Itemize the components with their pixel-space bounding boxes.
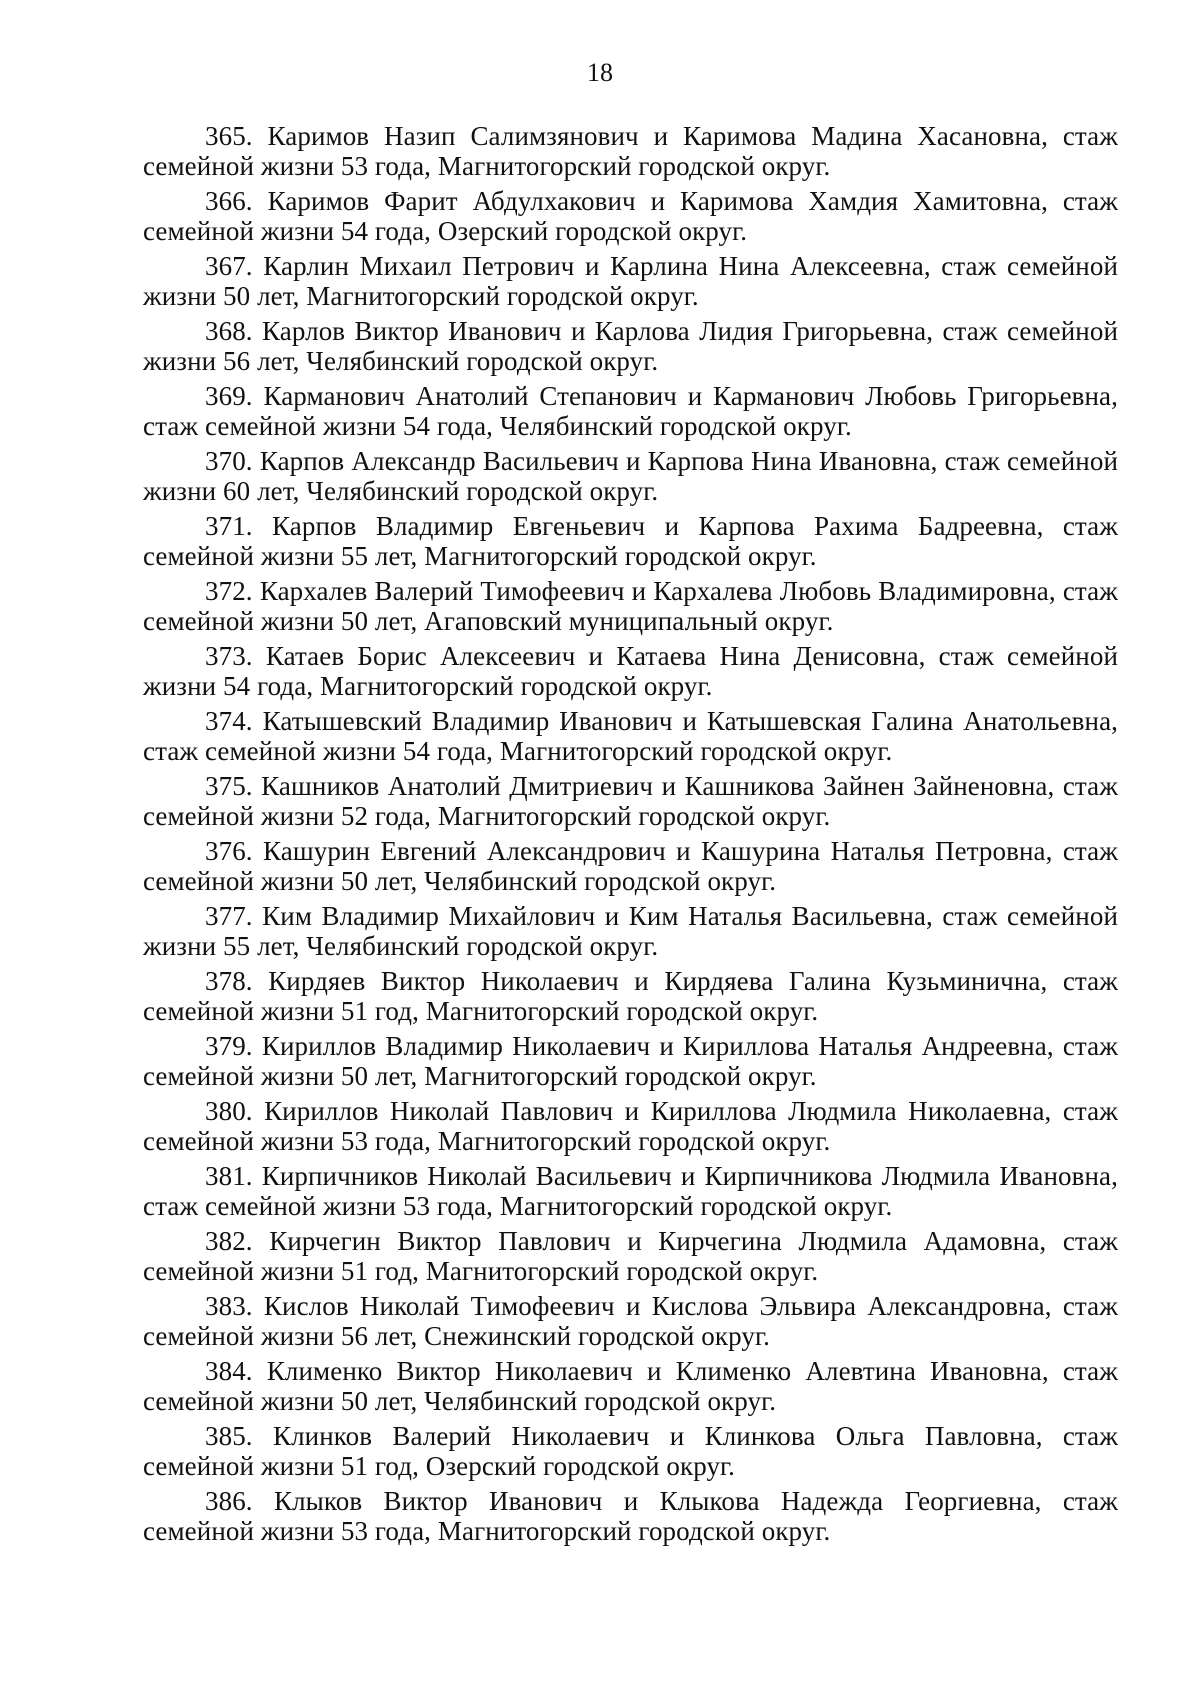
entry-text: Кирпичников Николай Васильевич и Кирпичникова Людмила Ивановна, стаж семейной жизни 53 года, Магнитогорский городской округ.: [143, 1161, 1118, 1221]
list-item: [143, 836, 1118, 896]
entry-text: Кашурин Евгений Александрович и Кашурина Наталья Петровна, стаж семейной жизни 50 лет, Челябинский городской округ.: [143, 836, 1118, 896]
entry-text: Каримов Фарит Абдулхакович и Каримова Хамдия Хамитовна, стаж семейной жизни 54 года, Озерский городской округ.: [143, 186, 1118, 246]
entry-number: 380.: [205, 1096, 253, 1126]
entry-number: 383.: [205, 1291, 253, 1321]
entry-number: 365.: [205, 121, 253, 151]
list-item: [143, 1031, 1118, 1091]
entry-text: Клыков Виктор Иванович и Клыкова Надежда Георгиевна, стаж семейной жизни 53 года, Магнитогорский городской округ.: [143, 1486, 1118, 1546]
entry-number: 367.: [205, 251, 253, 281]
list-item: [143, 771, 1118, 831]
list-item: [143, 1096, 1118, 1156]
entry-text: Кириллов Николай Павлович и Кириллова Людмила Николаевна, стаж семейной жизни 53 года, Магнитогорский городской округ.: [143, 1096, 1118, 1156]
list-item: [143, 1356, 1118, 1416]
list-item: [143, 966, 1118, 1026]
entry-number: 378.: [205, 966, 253, 996]
entry-text: Каримов Назип Салимзянович и Каримова Мадина Хасановна, стаж семейной жизни 53 года, Магнитогорский городской округ.: [143, 121, 1118, 181]
entry-number: 377.: [205, 901, 253, 931]
entry-text: Карпов Владимир Евгеньевич и Карпова Рахима Бадреевна, стаж семейной жизни 55 лет, Магнитогорский городской округ.: [143, 511, 1118, 571]
list-item: [143, 251, 1118, 311]
entry-text: Кашников Анатолий Дмитриевич и Кашникова Зайнен Зайненовна, стаж семейной жизни 52 года, Магнитогорский городской округ.: [143, 771, 1118, 831]
list-item: [143, 316, 1118, 376]
entry-number: 372.: [205, 576, 253, 606]
entry-number: 384.: [205, 1356, 253, 1386]
entry-text: Карманович Анатолий Степанович и Карманович Любовь Григорьевна, стаж семейной жизни 54 года, Челябинский городской округ.: [143, 381, 1118, 441]
entry-number: 371.: [205, 511, 253, 541]
entry-text: Катышевский Владимир Иванович и Катышевская Галина Анатольевна, стаж семейной жизни 54 года, Магнитогорский городской округ.: [143, 706, 1118, 766]
entry-number: 375.: [205, 771, 253, 801]
entry-text: Карлов Виктор Иванович и Карлова Лидия Григорьевна, стаж семейной жизни 56 лет, Челябинский городской округ.: [143, 316, 1118, 376]
entry-number: 379.: [205, 1031, 253, 1061]
list-item: [143, 1226, 1118, 1286]
entry-number: 381.: [205, 1161, 253, 1191]
entry-number: 368.: [205, 316, 253, 346]
entry-text: Кархалев Валерий Тимофеевич и Кархалева Любовь Владимировна, стаж семейной жизни 50 лет, Агаповский муниципальный округ.: [143, 576, 1118, 636]
list-item: [143, 121, 1118, 181]
entry-text: Карлин Михаил Петрович и Карлина Нина Алексеевна, стаж семейной жизни 50 лет, Магнитогорский городской округ.: [143, 251, 1118, 311]
entry-number: 376.: [205, 836, 253, 866]
entries-list: [143, 121, 1118, 1551]
list-item: [143, 706, 1118, 766]
page-number: 18: [587, 58, 613, 87]
entry-text: Клинков Валерий Николаевич и Клинкова Ольга Павловна, стаж семейной жизни 51 год, Озерский городской округ.: [143, 1421, 1118, 1481]
list-item: [143, 186, 1118, 246]
entry-text: Клименко Виктор Николаевич и Клименко Алевтина Ивановна, стаж семейной жизни 50 лет, Челябинский городской округ.: [143, 1356, 1118, 1416]
entry-text: Кислов Николай Тимофеевич и Кислова Эльвира Александровна, стаж семейной жизни 56 лет, Снежинский городской округ.: [143, 1291, 1118, 1351]
entry-text: Ким Владимир Михайлович и Ким Наталья Васильевна, стаж семейной жизни 55 лет, Челябинский городской округ.: [143, 901, 1118, 961]
entry-text: Кириллов Владимир Николаевич и Кириллова Наталья Андреевна, стаж семейной жизни 50 лет, Магнитогорский городской округ.: [143, 1031, 1118, 1091]
entry-number: 374.: [205, 706, 253, 736]
list-item: [143, 446, 1118, 506]
entry-number: 373.: [205, 641, 253, 671]
list-item: [143, 1486, 1118, 1546]
list-item: [143, 1161, 1118, 1221]
list-item: [143, 576, 1118, 636]
list-item: [143, 381, 1118, 441]
entry-text: Кирчегин Виктор Павлович и Кирчегина Людмила Адамовна, стаж семейной жизни 51 год, Магнитогорский городской округ.: [143, 1226, 1118, 1286]
entry-number: 385.: [205, 1421, 253, 1451]
entry-text: Карпов Александр Васильевич и Карпова Нина Ивановна, стаж семейной жизни 60 лет, Челябинский городской округ.: [143, 446, 1118, 506]
list-item: [143, 901, 1118, 961]
entry-number: 386.: [205, 1486, 253, 1516]
list-item: [143, 1421, 1118, 1481]
list-item: [143, 1291, 1118, 1351]
entry-text: Катаев Борис Алексеевич и Катаева Нина Денисовна, стаж семейной жизни 54 года, Магнитогорский городской округ.: [143, 641, 1118, 701]
entry-number: 369.: [205, 381, 253, 411]
entry-text: Кирдяев Виктор Николаевич и Кирдяева Галина Кузьминична, стаж семейной жизни 51 год, Магнитогорский городской округ.: [143, 966, 1118, 1026]
list-item: [143, 511, 1118, 571]
entry-number: 370.: [205, 446, 253, 476]
entry-number: 382.: [205, 1226, 253, 1256]
list-item: [143, 641, 1118, 701]
entry-number: 366.: [205, 186, 253, 216]
